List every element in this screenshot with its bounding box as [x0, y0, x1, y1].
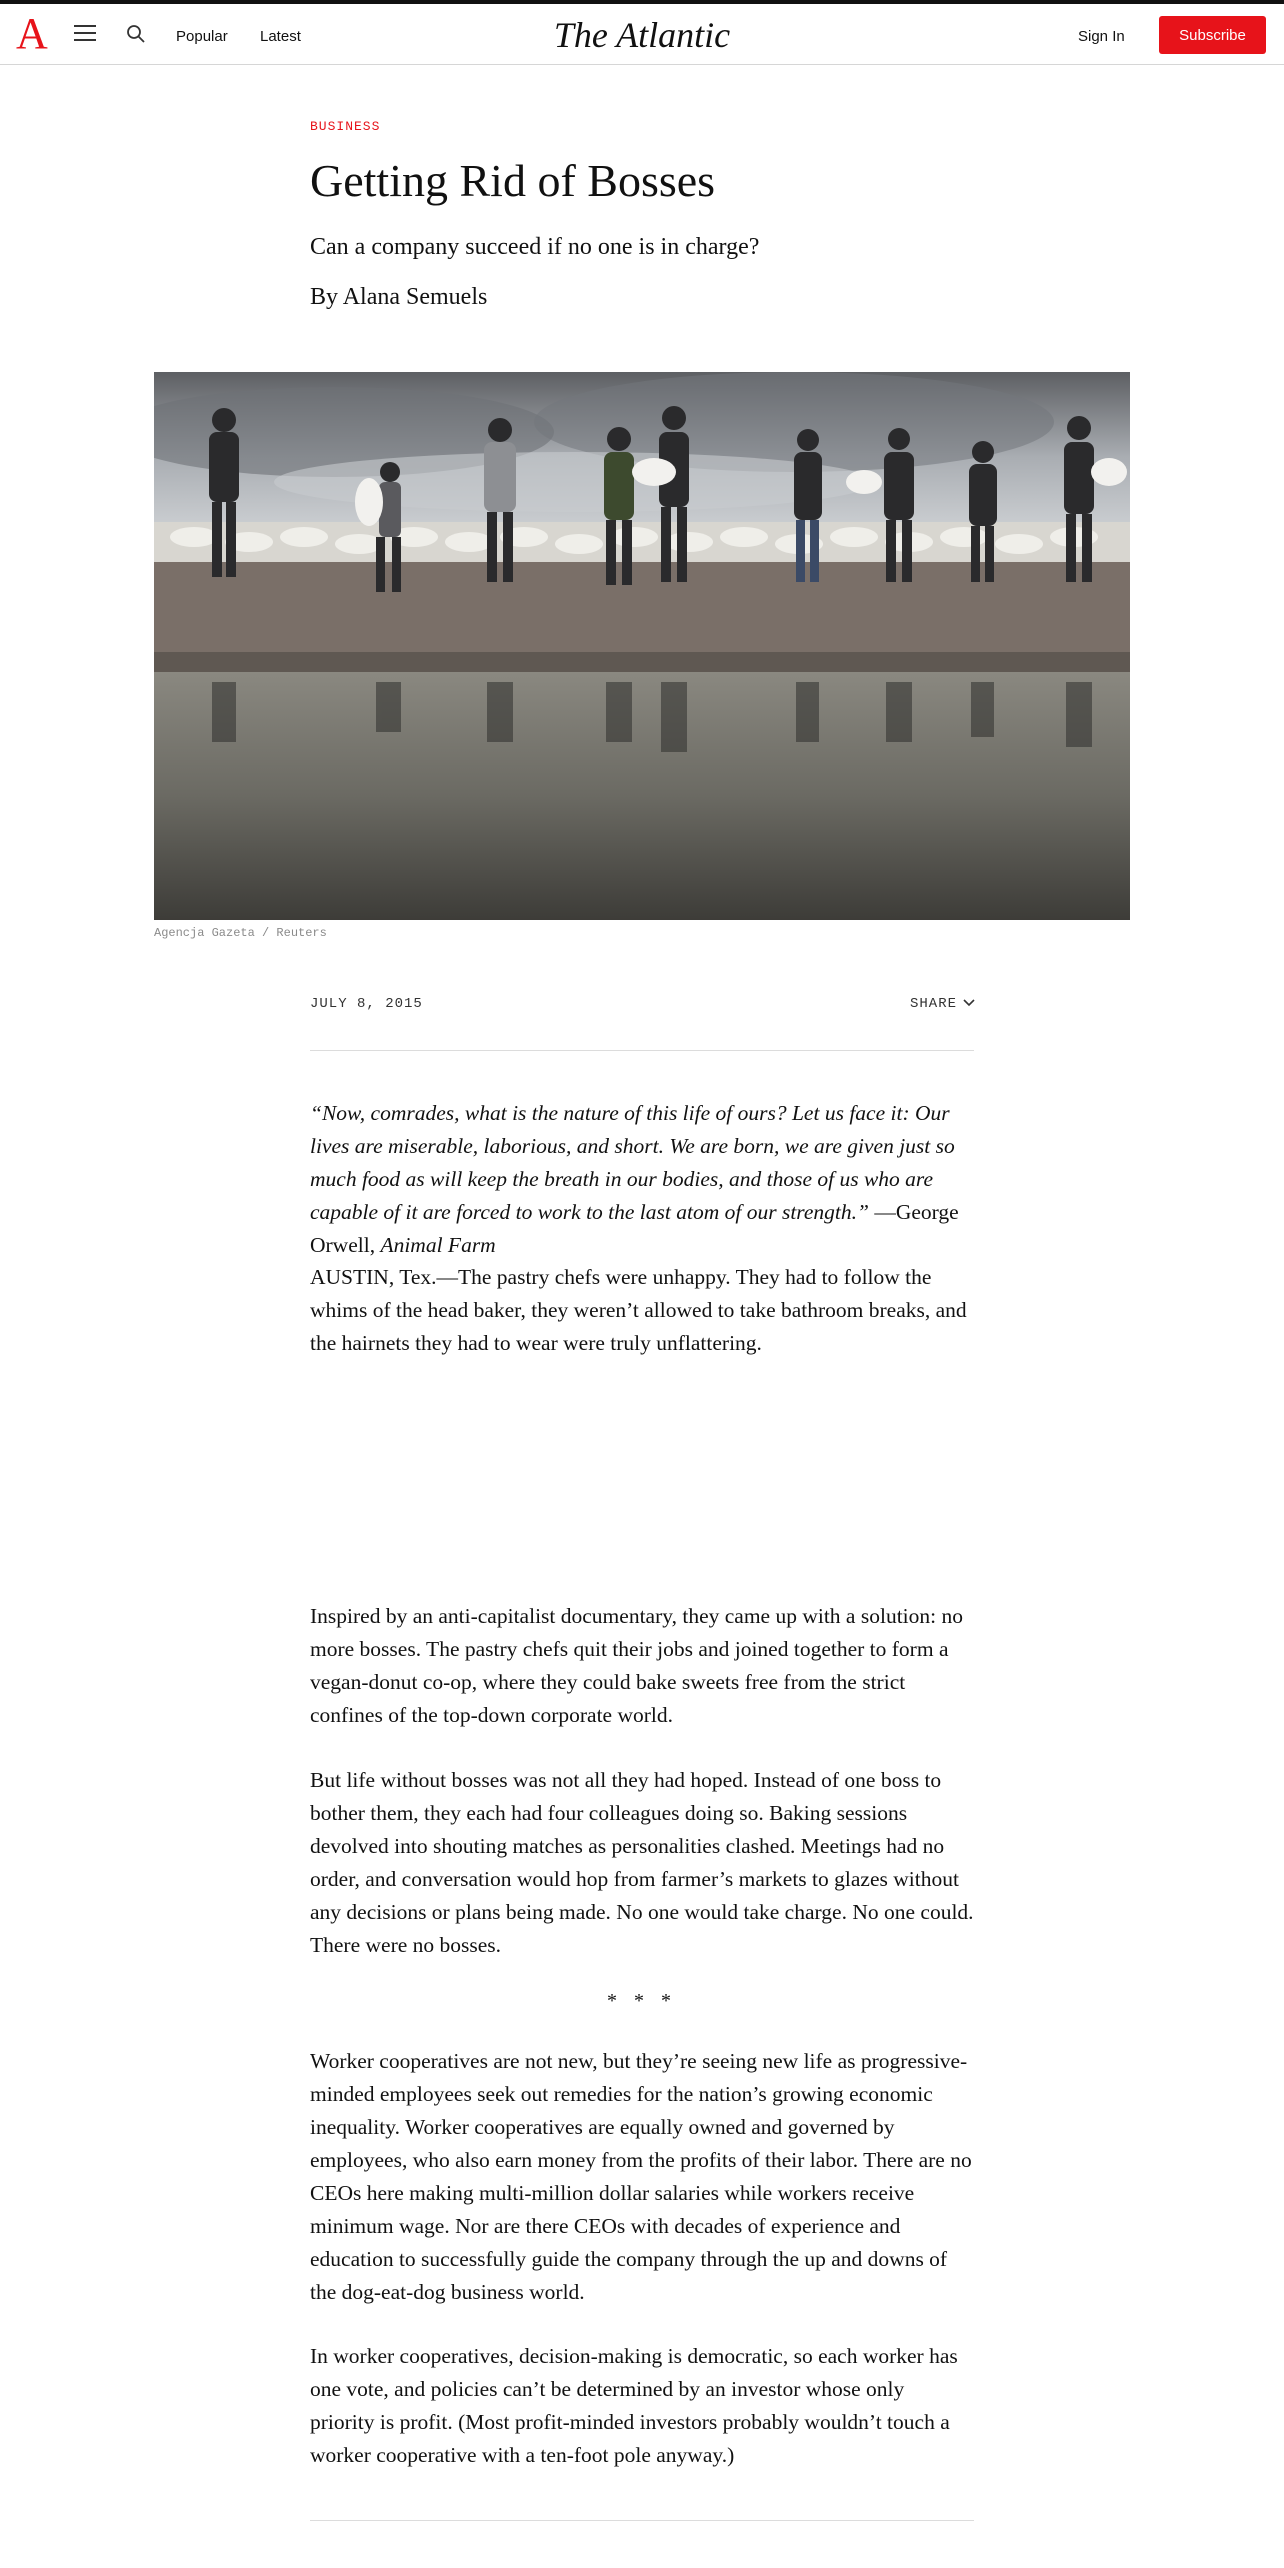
brand-wordmark[interactable]: The Atlantic — [553, 15, 731, 55]
paragraph-2: Inspired by an anti-capitalist documentary, they came up with a solution: no more bosses. The pastry chefs quit their jobs and joined together to form a vegan-donut co-op, where they could bake sweets free from the strict confines of the top-down corporate world. — [310, 1604, 963, 1727]
nav-popular-link[interactable]: Popular — [176, 28, 228, 45]
sign-in-link[interactable]: Sign In — [1078, 28, 1125, 45]
chevron-down-icon — [962, 996, 976, 1010]
epigraph-quote: “Now, comrades, what is the nature of this life of ours? Let us face it: Our lives are miserable, laborious, and short. We are born, we are given just so much food as will keep the breath in our bodies, and those of us who are capable of it are forced to work to the last atom of our strength.” — [310, 1101, 955, 1224]
paragraph-3: But life without bosses was not all they had hoped. Instead of one boss to bother them, they each had four colleagues doing so. Baking sessions devolved into shouting matches as personalities clashed. Meetings had no order, and conversation would hop from farmer’s markets to glazes without any decisions or plans being made. No one would take charge. No one could. There were no bosses. — [310, 1768, 974, 1957]
epigraph — [310, 1097, 974, 1262]
byline-prefix: By — [310, 284, 343, 310]
share-button[interactable] — [910, 996, 957, 1012]
article-title: Getting Rid of Bosses — [310, 155, 716, 206]
byline — [310, 280, 487, 314]
publish-date: JULY 8, 2015 — [310, 996, 423, 1012]
menu-icon[interactable] — [74, 24, 96, 42]
bottom-divider — [310, 2520, 974, 2521]
site-header — [0, 4, 1284, 65]
article-dek: Can a company succeed if no one is in charge? — [310, 234, 760, 260]
atlantic-logo[interactable]: A — [16, 9, 48, 58]
hero-image — [154, 372, 1130, 920]
share-label: SHARE — [910, 996, 958, 1012]
section-label[interactable]: BUSINESS — [310, 119, 381, 134]
paragraph-5: In worker cooperatives, decision-making is democratic, so each worker has one vote, and policies can’t be determined by an investor whose only priority is profit. (Most profit-minded investors probably wouldn’t touch a worker cooperative with a ten-foot pole anyway.) — [310, 2344, 958, 2467]
search-icon[interactable] — [126, 24, 146, 44]
section-break: * * * — [607, 1990, 677, 2012]
paragraph-4: Worker cooperatives are not new, but they’re seeing new life as progressive-minded employees seek out remedies for the nation’s growing economic inequality. Worker cooperatives are equally owned and governed by employees, who also earn money from the profits of their labor. There are no CEOs here making multi-million dollar salaries while workers receive minimum wage. Nor are there CEOs with decades of experience and education to successfully guide the company through the up and downs of the dog-eat-dog business world. — [310, 2049, 972, 2304]
epigraph-book: Animal Farm — [380, 1233, 496, 1257]
image-credit: Agencja Gazeta / Reuters — [154, 926, 327, 940]
paragraph-1: AUSTIN, Tex.—The pastry chefs were unhappy. They had to follow the whims of the head baker, they weren’t allowed to take bathroom breaks, and the hairnets they had to wear were truly unflattering. — [310, 1265, 967, 1355]
divider — [310, 1050, 974, 1051]
epigraph-attribution: —George Orwell, — [310, 1200, 959, 1257]
subscribe-button[interactable]: Subscribe — [1159, 16, 1266, 54]
author-link[interactable]: Alana Semuels — [342, 284, 488, 310]
nav-latest-link[interactable]: Latest — [260, 28, 301, 45]
